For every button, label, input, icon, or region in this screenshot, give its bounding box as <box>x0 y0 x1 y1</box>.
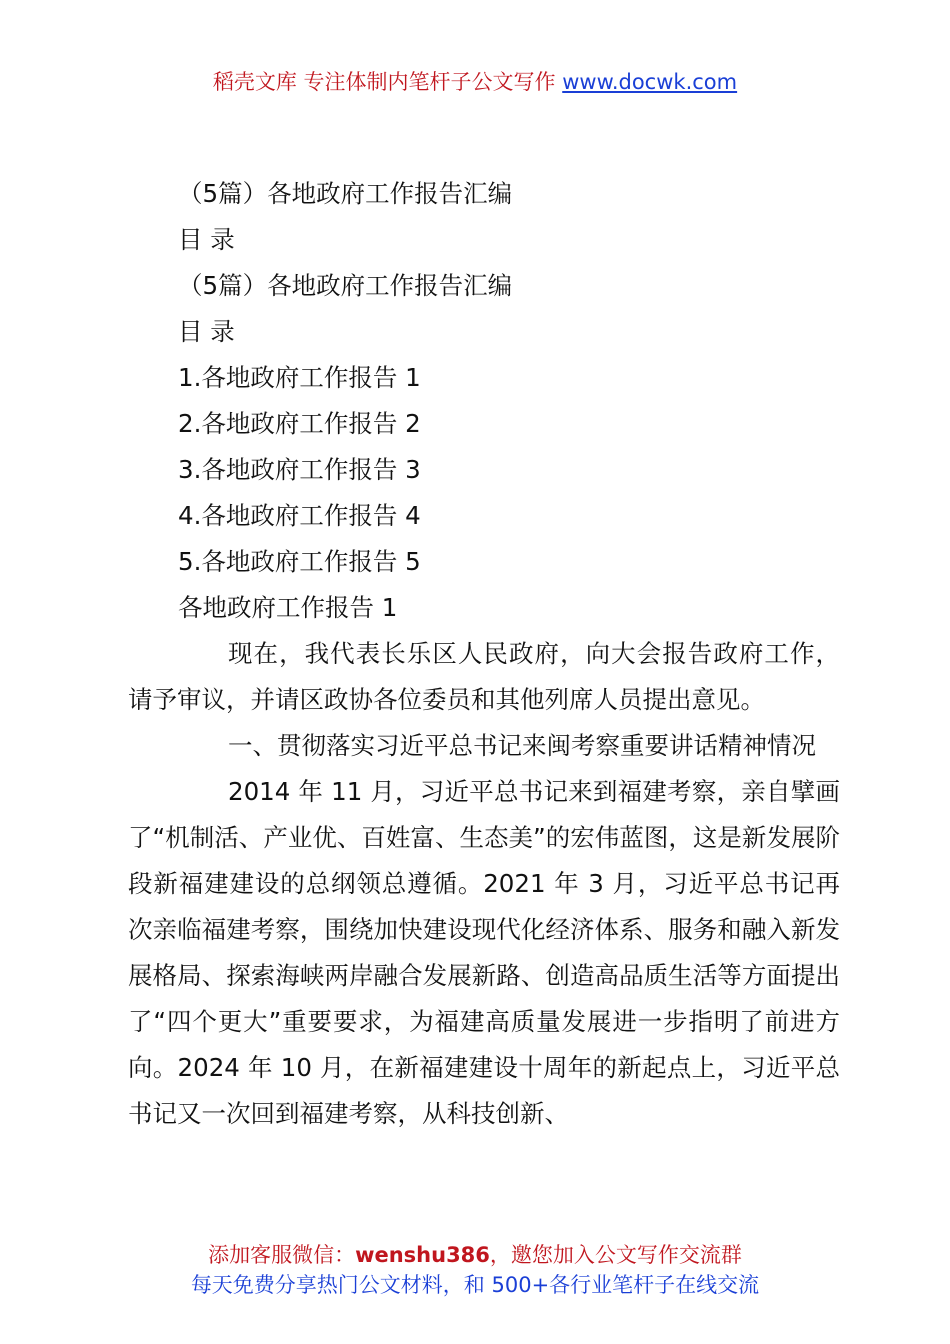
toc-heading-repeat: 目 录 <box>178 317 235 346</box>
footer-prefix: 添加客服微信： <box>208 1243 356 1267</box>
wechat-id: wenshu386 <box>355 1243 490 1267</box>
footer-suffix: ，邀您加入公文写作交流群 <box>489 1243 742 1267</box>
page-header <box>0 66 950 96</box>
footer-line-1 <box>0 1240 950 1270</box>
doc-title-repeat: （5篇）各地政府工作报告汇编 <box>178 271 513 300</box>
doc-title: （5篇）各地政府工作报告汇编 <box>178 179 513 208</box>
section-heading: 一、贯彻落实习近平总书记来闽考察重要讲话精神情况 <box>228 731 816 760</box>
toc-item: 4.各地政府工作报告 4 <box>178 501 421 530</box>
toc-item: 2.各地政府工作报告 2 <box>178 409 421 438</box>
toc-heading: 目 录 <box>178 225 235 254</box>
page-footer <box>0 1240 950 1300</box>
footer-line-2: 每天免费分享热门公文材料，和 500+各行业笔杆子在线交流 <box>190 1273 760 1297</box>
toc-item: 5.各地政府工作报告 5 <box>178 547 421 576</box>
toc-item: 3.各地政府工作报告 3 <box>178 455 421 484</box>
header-link[interactable]: www.docwk.com <box>562 70 738 94</box>
toc-item: 1.各地政府工作报告 1 <box>178 363 421 392</box>
paragraph-body: 2014 年 11 月，习近平总书记来到福建考察，亲自擘画了“机制活、产业优、百姓富、生态美”的宏伟蓝图，这是新发展阶段新福建建设的总纲领总遵循。2021 年 3 月，习近平总书记再次亲临福建考察，围绕加快建设现代化经济体系、服务和融入新发展格局、探索海峡两岸融合发展新路、创造高品质生活等方面提出了“四个更大”重要要求，为福建高质量发展进一步指明了前进方向。2024 年 10 月，在新福建建设十周年的新起点上，习近平总书记又一次回到福建考察，从科技创新、 <box>128 777 840 1128</box>
header-text: 稻壳文库 专注体制内笔杆子公文写作 <box>212 70 563 94</box>
document-body <box>128 171 840 1137</box>
section-title: 各地政府工作报告 1 <box>178 593 398 622</box>
paragraph-intro: 现在，我代表长乐区人民政府，向大会报告政府工作，请予审议，并请区政协各位委员和其他列席人员提出意见。 <box>128 639 840 714</box>
